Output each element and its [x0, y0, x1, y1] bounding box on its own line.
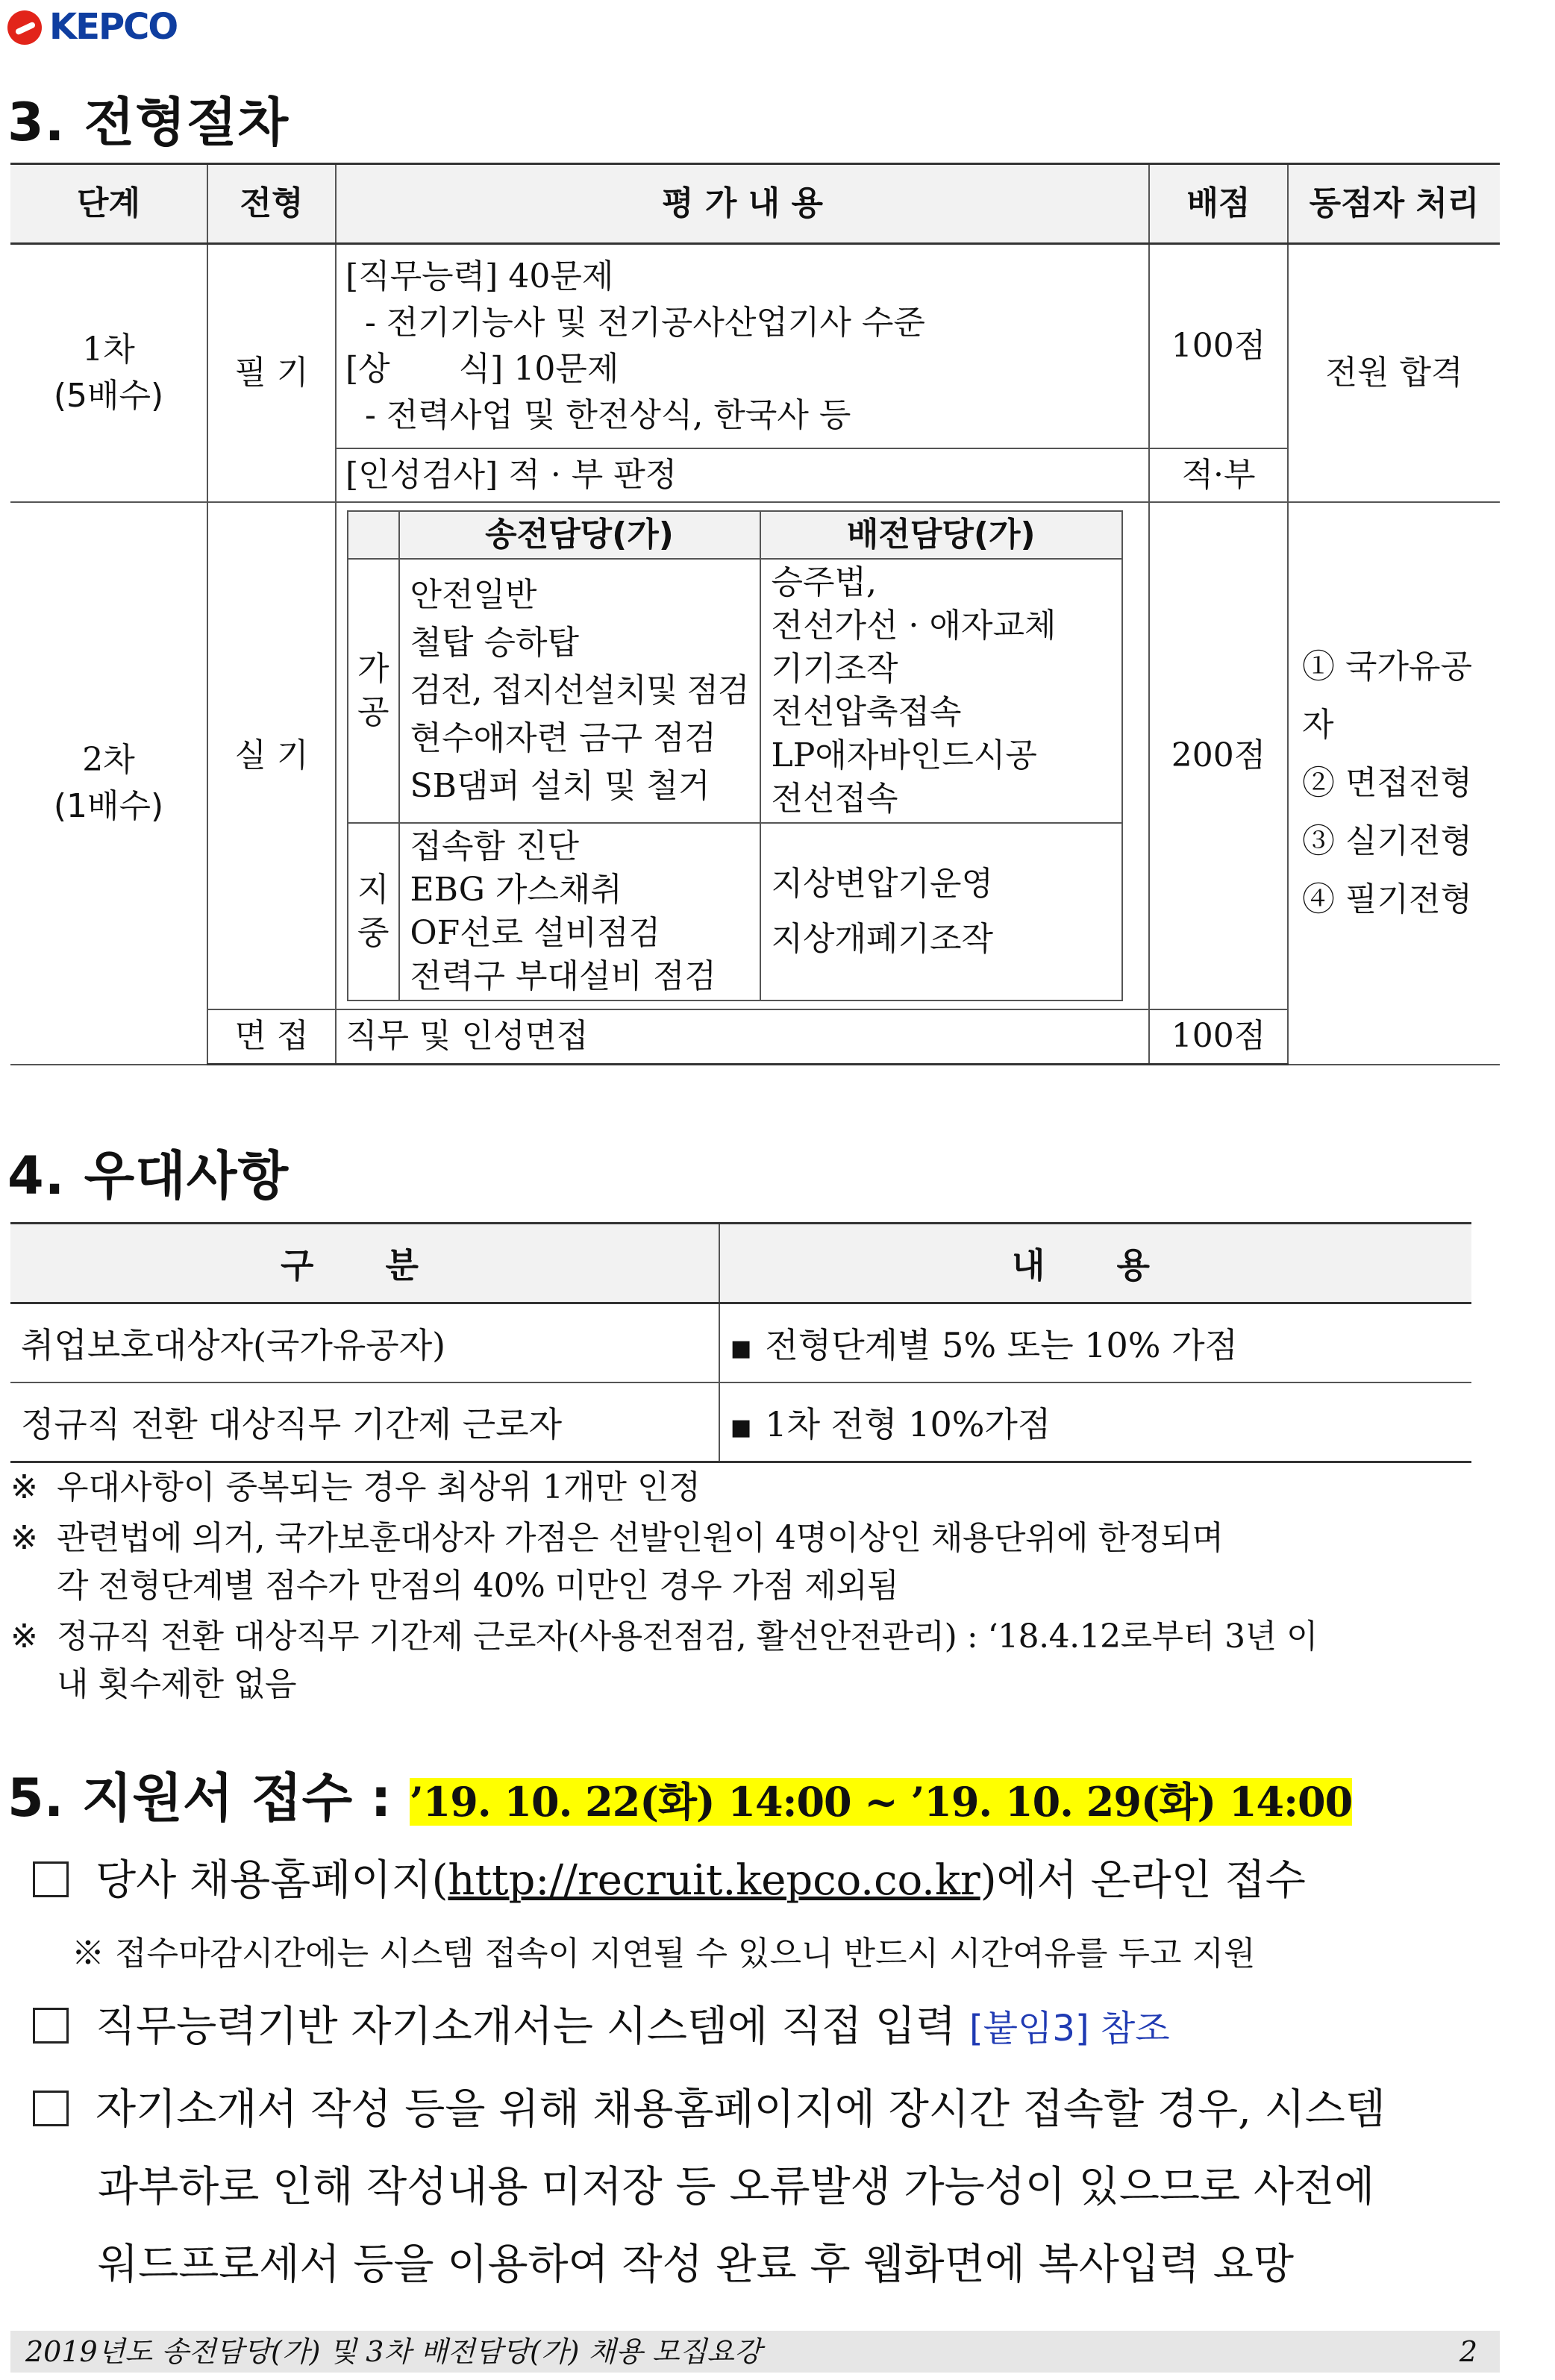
stage1-multiple: (5배수)	[53, 376, 164, 415]
item-online-note: ※ 접수마감시간에는 시스템 접속이 지연될 수 있으니 반드시 시간여유를 두고 지원	[72, 1935, 1256, 1973]
list-item: 전선접속	[771, 779, 898, 818]
tie-rule: ① 국가유공자	[1302, 647, 1473, 744]
stage1-content-line: [상 식] 10문제	[345, 349, 619, 388]
header-tie: 동점자 처리	[1288, 164, 1500, 244]
list-item: EBG 가스채취	[410, 870, 622, 909]
application-period: ’19. 10. 22(화) 14:00 ~ ’19. 10. 29(화) 14:00	[409, 1778, 1353, 1826]
square-bullet-icon: ■	[730, 1414, 752, 1441]
list-item: 현수애자련 금구 점검	[410, 718, 717, 757]
checkbox-square-icon	[33, 2008, 69, 2044]
stage2-cell	[10, 502, 207, 1065]
item-caution: 자기소개서 작성 등을 위해 채용홈페이지에 장시간 접속할 경우, 시스템 과부하로 인해 작성내용 미저장 등 오류발생 가능성이 있으므로 사전에 워드프로세서 등을 이용하여 작성 완료 후 웹화면에 복사입력 요망	[33, 2071, 1386, 2304]
stage1-score: 100점	[1149, 244, 1288, 448]
tie-rule: ③ 실기전형	[1302, 821, 1473, 860]
list-item: 전선압축접속	[771, 692, 962, 731]
stage1-content-line: - 전력사업 및 한전상식, 한국사 등	[365, 395, 851, 434]
section5-title: 5. 지원서 접수 :	[7, 1767, 410, 1829]
stage1-tie: 전원 합격	[1288, 244, 1500, 502]
tie-rule: ② 면접전형	[1302, 763, 1473, 802]
stage2-multiple: (1배수)	[53, 786, 164, 825]
checkbox-square-icon	[33, 1861, 69, 1897]
preference-content: ■ 전형단계별 5% 또는 10% 가점	[719, 1303, 1471, 1383]
overhead-distribution	[760, 559, 1122, 823]
section3-title: 3. 전형절차	[7, 92, 290, 153]
inner-header-distribution: 배전담당(가)	[760, 511, 1122, 559]
item-online-application: 당사 채용홈페이지(http://recruit.kepco.co.kr)에서 온라인 접수	[33, 1847, 1306, 1907]
footer-title: 2019년도 송전담당(가) 및 3차 배전담당(가) 채용 모집요강	[25, 2335, 762, 2368]
list-item: OF선로 설비점검	[410, 913, 661, 952]
underground-transmission	[399, 823, 760, 1000]
stage1-content-line: - 전기기능사 및 전기공사산업기사 수준	[365, 303, 925, 342]
stage1-content-line: [직무능력] 40문제	[345, 257, 614, 295]
stage1-type: 필 기	[207, 244, 336, 502]
inner-header-blank	[348, 511, 399, 559]
overhead-label: 가 공	[348, 559, 399, 823]
header-type: 전형	[207, 164, 336, 244]
list-item: 전력구 부대설비 점검	[410, 956, 717, 995]
list-item: LP애자바인드시공	[771, 736, 1037, 774]
note-3: ※ 정규직 전환 대상직무 기간제 근로자(사용전점검, 활선안전관리) : ‘18.4.12로부터 3년 이 내 횟수제한 없음	[10, 1618, 1318, 1703]
page-footer	[10, 2331, 1500, 2373]
kepco-logo-text: KEPCO	[49, 6, 178, 48]
preference-table	[10, 1222, 1471, 1463]
stage1-label: 1차	[82, 330, 135, 369]
stage2-tie	[1288, 502, 1500, 1065]
item-self-intro: 직무능력기반 자기소개서는 시스템에 직접 입력 [붙임3] 참조	[33, 1994, 1170, 2053]
note-1: ※ 우대사항이 중복되는 경우 최상위 1개만 인정	[10, 1468, 701, 1506]
list-item: 안전일반	[410, 575, 537, 614]
list-item: 승주법,	[771, 563, 877, 601]
selection-procedure-table	[10, 163, 1500, 1065]
list-item: 철탑 승하탑	[410, 623, 580, 662]
stage1-aptitude: [인성검사] 적 · 부 판정	[336, 448, 1149, 502]
interview-content: 직무 및 인성면접	[336, 1009, 1149, 1065]
list-item: SB댐퍼 설치 및 철거	[410, 766, 710, 805]
inner-header-transmission: 송전담당(가)	[399, 511, 760, 559]
stage2-score: 200점	[1149, 502, 1288, 1009]
list-item: 지상변압기운영	[771, 864, 994, 903]
list-item: 기기조작	[771, 649, 898, 688]
stage2-label: 2차	[82, 740, 135, 779]
stage1-aptitude-score: 적·부	[1149, 448, 1288, 502]
page-number: 2	[1459, 2335, 1477, 2368]
list-item: 지상개폐기조작	[771, 919, 994, 958]
attachment-reference: [붙임3] 참조	[969, 2008, 1170, 2049]
list-item: 접속함 진단	[410, 827, 580, 865]
checkbox-square-icon	[33, 2091, 69, 2126]
list-item: 전선가선 · 애자교체	[771, 606, 1057, 645]
note-2: ※ 관련법에 의거, 국가보훈대상자 가점은 선발인원이 4명이상인 채용단위에 한정되며 각 전형단계별 점수가 만점의 40% 미만인 경우 가점 제외됨	[10, 1519, 1224, 1605]
stage1-cell	[10, 244, 207, 502]
recruit-link[interactable]: http://recruit.kepco.co.kr	[448, 1856, 980, 1905]
underground-distribution	[760, 823, 1122, 1000]
stage2-practical-cell	[336, 502, 1149, 1009]
underground-label: 지 중	[348, 823, 399, 1000]
practical-exam-table	[347, 510, 1123, 1001]
interview-score: 100점	[1149, 1009, 1288, 1065]
square-bullet-icon: ■	[730, 1335, 752, 1362]
header-score: 배점	[1149, 164, 1288, 244]
preference-category: 정규직 전환 대상직무 기간제 근로자	[10, 1382, 719, 1462]
preference-category: 취업보호대상자(국가유공자)	[10, 1303, 719, 1383]
tie-rule: ④ 필기전형	[1302, 880, 1473, 918]
list-item: 검전, 접지선설치및 점검	[410, 671, 749, 710]
interview-type: 면 접	[207, 1009, 336, 1065]
kepco-logo	[7, 6, 254, 51]
section5-heading	[7, 1756, 1352, 1832]
header-content: 평 가 내 용	[336, 164, 1149, 244]
header-details: 내 용	[719, 1224, 1471, 1303]
kepco-logo-mark-icon	[7, 10, 42, 45]
stage2-type: 실 기	[207, 502, 336, 1009]
section4-title: 4. 우대사항	[7, 1145, 290, 1206]
header-stage: 단계	[10, 164, 207, 244]
overhead-transmission	[399, 559, 760, 823]
header-category: 구 분	[10, 1224, 719, 1303]
preference-content: ■ 1차 전형 10%가점	[719, 1382, 1471, 1462]
stage1-content	[336, 244, 1149, 448]
